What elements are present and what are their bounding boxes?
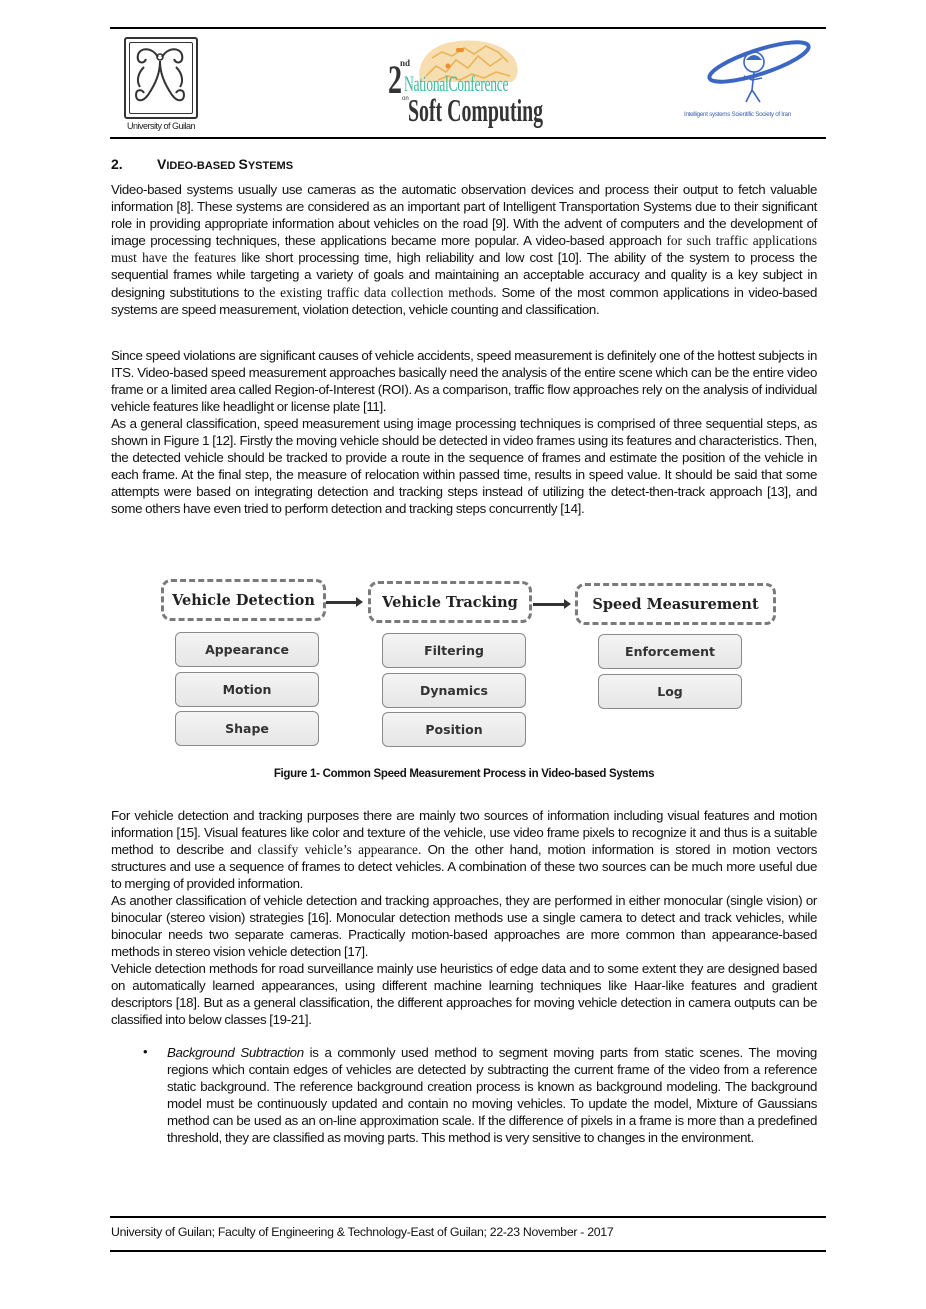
paragraph-detection-methods: Vehicle detection methods for road surveillance mainly use heuristics of edge data and to some extent they are designed based on automatically learned appearances, using different machine learning techniques like Haar-like features and gradient descriptors [18]. But as a general classification, the different approaches for moving vehicle detection in camera outputs can be classified into below classes [19-21]. <box>111 961 817 1028</box>
text-run-serif: the existing traffic data collection methods. <box>259 284 497 300</box>
paragraph-information-sources <box>111 807 817 892</box>
title-smallcaps: YSTEMS <box>247 160 294 172</box>
text-run: like short processing time, high reliability and low cost [10]. The ability of the system to process the sequential frames while targeting a variety of goals and maintaining an acceptable accuracy and quality is a key subject in designing substitutions to <box>111 250 817 300</box>
arrow-right-icon <box>326 601 357 604</box>
text-run: Some of the most common applications in video-based systems are speed measurement, violation detection, vehicle counting and classification. <box>111 284 817 317</box>
measurement-item-log: Log <box>598 674 742 709</box>
tracking-item-dynamics: Dynamics <box>382 673 526 708</box>
intelligent-systems-society-logo <box>684 36 814 126</box>
measurement-item-enforcement: Enforcement <box>598 634 742 669</box>
arrow-right-icon <box>533 603 565 606</box>
figure-1-diagram <box>155 572 785 757</box>
detection-item-motion: Motion <box>175 672 319 707</box>
header-top-rule <box>110 27 826 29</box>
stage-vehicle-detection: Vehicle Detection <box>161 579 326 621</box>
stage-speed-measurement: Speed Measurement <box>575 583 776 625</box>
text-run: Video-based systems usually use cameras as the automatic observation devices and process their output to fetch valuable information [8]. These systems are considered as an important part of Intelligent Transportation Systems due to their significant role in providing appropriate information about vehicles on the road [9]. With the advent of computers and the development of image processing techniques, these applications became more popular. A video-based approach <box>111 182 817 249</box>
text-run-serif: classify vehicle’s appearance. <box>257 842 422 858</box>
conference-title-line2: Soft Computing <box>408 92 544 128</box>
guilan-logo-caption: University of Guilan <box>126 121 196 131</box>
detection-item-shape: Shape <box>175 711 319 746</box>
guilan-emblem-icon <box>130 43 190 113</box>
bullet-icon: • <box>143 1044 148 1059</box>
text-run: For vehicle detection and tracking purposes there are mainly two sources of information including visual features and motion information [15]. Visual features like color and texture of the vehicle, use video frame pixels to recognize it and thus is a suitable method to describe and <box>111 808 817 858</box>
conference-title-on: on <box>402 96 409 102</box>
university-of-guilan-logo <box>120 35 202 135</box>
text-run-serif: for such traffic applications must have the features <box>111 233 818 266</box>
footer-bottom-rule <box>110 1250 826 1252</box>
title-initial: V <box>157 156 167 172</box>
figure-caption: Figure 1- Common Speed Measurement Process in Video-based Systems <box>273 768 655 780</box>
conference-ordinal-suffix: nd <box>400 58 411 68</box>
header-bottom-rule <box>110 137 826 139</box>
page-footer: University of Guilan; Faculty of Engineering & Technology-East of Guilan; 22-23 November - 2017 <box>111 1225 614 1239</box>
paragraph-classification: As a general classification, speed measurement using image processing techniques is comprised of three sequential steps, as shown in Figure 1 [12]. Firstly the moving vehicle should be detected in video frames using its features and characteristics. Then, the detected vehicle should be tracked to provide a route in the sequence of frames and estimate the position of the vehicle in each frame. At the final step, the measure of relocation within passed time, results in speed value. It should be said that some attempts were based on integrating detection and tracking steps instead of utilizing the detect-then-track approach [13], and some others have even tried to perform detection and tracking steps concurrently [14]. <box>111 416 817 517</box>
conference-logo <box>384 36 544 130</box>
tracking-item-filtering: Filtering <box>382 633 526 668</box>
society-logo-caption: Intelligent systems Scientific Society of Iran <box>684 111 791 118</box>
paragraph-monocular-binocular: As another classification of vehicle detection and tracking approaches, they are performed in either monocular (single vision) or binocular (stereo vision) strategies [16]. Monocular detection methods use a single camera to detect and track vehicles, while binocular needs two separate cameras. Practically motion-based approaches are more common than appearance-based methods in stereo vision vehicle detection [17]. <box>111 893 817 960</box>
list-item-term: Background Subtraction <box>167 1045 304 1060</box>
conference-title-line1: NationalConference <box>404 71 509 96</box>
tracking-item-position: Position <box>382 712 526 747</box>
paragraph-intro <box>111 181 817 318</box>
footer-top-rule <box>110 1216 826 1218</box>
stick-figure-orbit-icon <box>704 36 814 110</box>
section-number: 2. <box>111 156 123 172</box>
detection-item-appearance: Appearance <box>175 632 319 667</box>
list-item-text <box>167 1044 817 1147</box>
title-initial: S <box>238 156 248 172</box>
section-heading <box>111 156 293 172</box>
stage-vehicle-tracking: Vehicle Tracking <box>368 581 532 623</box>
text-run: On the other hand, motion information is stored in motion vectors structures and use a sequence of frames to detect vehicles. A combination of these two sources can be much more useful due to merging of provided information. <box>111 842 817 892</box>
list-item-body: is a commonly used method to segment moving parts from static scenes. The moving regions which contain edges of vehicles are detected by subtracting the current frame of the video from a reference static background. The reference background creation process is known as background modeling. The background model must be continuously updated and contain no moving vehicles. To update the model, Mixture of Gaussians method can be used as an on-line approximation scale. If the difference of pixels in a frame is more than a predefined threshold, they are classified as moving parts. This method is very sensitive to changes in the environment. <box>167 1045 817 1146</box>
section-title <box>157 156 293 172</box>
conference-ordinal: 2 <box>388 57 402 102</box>
paragraph-speed-violations: Since speed violations are significant causes of vehicle accidents, speed measurement is definitely one of the hottest subjects in ITS. Video-based speed measurement approaches basically need the analysis of the entire scene which can be the entire video frame or a limited area called Region-of-Interest (ROI). As a comparison, traffic flow approaches rely on the analysis of individual vehicle features like headlight or license plate [11]. <box>111 348 817 415</box>
title-smallcaps: IDEO-BASED <box>166 160 239 172</box>
